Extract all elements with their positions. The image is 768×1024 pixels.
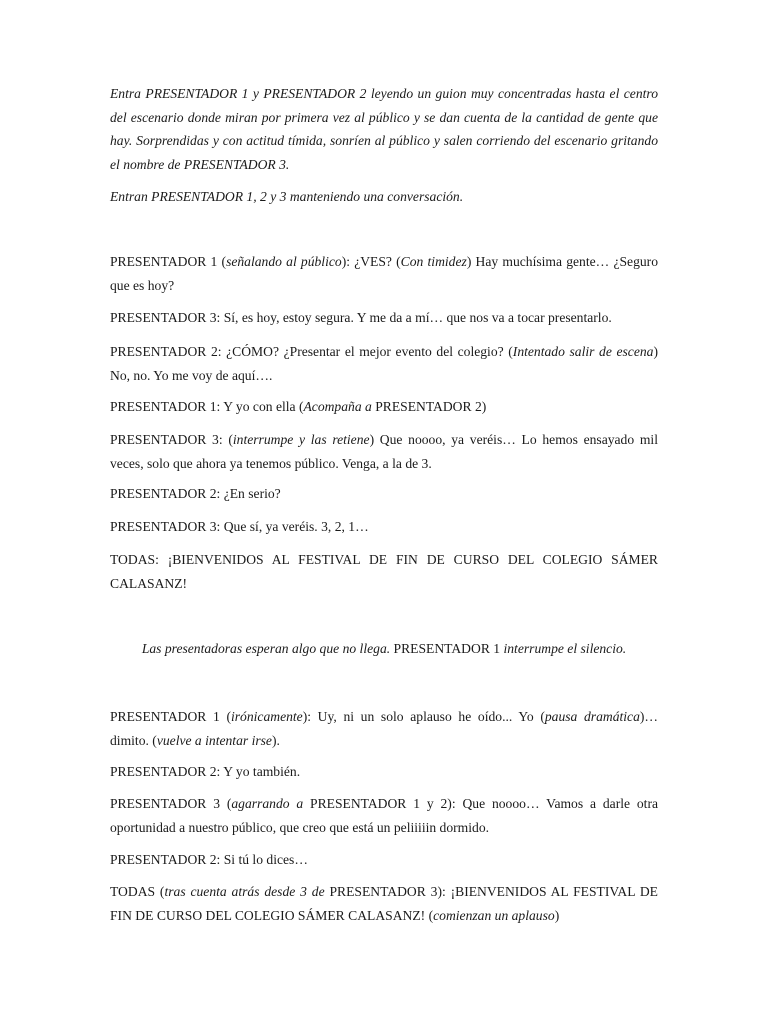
dialogue-line: PRESENTADOR 3: Sí, es hoy, estoy segura. Y me da a mí… que nos va a tocar presentarlo. [110,310,612,325]
stage-direction-text: Entran PRESENTADOR 1, 2 y 3 manteniendo una conversación. [110,189,464,204]
stage-direction-silence: Las presentadoras esperan algo que no llega. PRESENTADOR 1 interrumpe el silencio. [141,641,627,656]
dialogue-line: PRESENTADOR 1 (señalando al público): ¿VES? (Con timidez) Hay muchísima gente… ¿Seguro que es hoy? [110,254,659,293]
dialogue-line: TODAS: ¡BIENVENIDOS AL FESTIVAL DE FIN DE CURSO DEL COLEGIO SÁMER CALASANZ! [110,552,658,591]
dialogue-line: PRESENTADOR 3: (interrumpe y las retiene) Que noooo, ya veréis… Lo hemos ensayado mil veces, solo que ahora ya tenemos público. Venga, a la de 3. [110,432,658,471]
dialogue-line: PRESENTADOR 3 (agarrando a PRESENTADOR 1 y 2): Que noooo… Vamos a darle otra oportunidad a nuestro público, que creo que está un peliiiiin dormido. [110,796,659,835]
dialogue-line: PRESENTADOR 2: ¿CÓMO? ¿Presentar el mejor evento del colegio? (Intentado salir de escena) No, no. Yo me voy de aquí…. [110,344,658,383]
dialogue-line: TODAS (tras cuenta atrás desde 3 de PRESENTADOR 3): ¡BIENVENIDOS AL FESTIVAL DE FIN DE CURSO DEL COLEGIO SÁMER CALASANZ! (comienzan un aplauso) [110,884,658,923]
dialogue-line: PRESENTADOR 2: Si tú lo dices… [110,852,308,867]
stage-direction-conversation [110,185,658,209]
stage-direction-entrance [110,82,658,176]
dialogue-line: PRESENTADOR 1: Y yo con ella (Acompaña a PRESENTADOR 2) [110,399,487,414]
dialogue-line: PRESENTADOR 1 (irónicamente): Uy, ni un solo aplauso he oído... Yo (pausa dramática)… dimito. (vuelve a intentar irse). [110,709,658,748]
dialogue-line: PRESENTADOR 2: ¿En serio? [110,486,281,501]
dialogue-line: PRESENTADOR 3: Que sí, ya veréis. 3, 2, 1… [110,519,369,534]
stage-direction-text: Entra PRESENTADOR 1 y PRESENTADOR 2 leyendo un guion muy concentradas hasta el centro del escenario donde miran por primera vez al público y se dan cuenta de la cantidad de gente que hay. Sorprendidas y con actitud tímida, sonríen al público y salen corriendo del escenario gritando el nombre de PRESENTADOR 3. [110,86,658,172]
dialogue-line: PRESENTADOR 2: Y yo también. [110,764,301,779]
